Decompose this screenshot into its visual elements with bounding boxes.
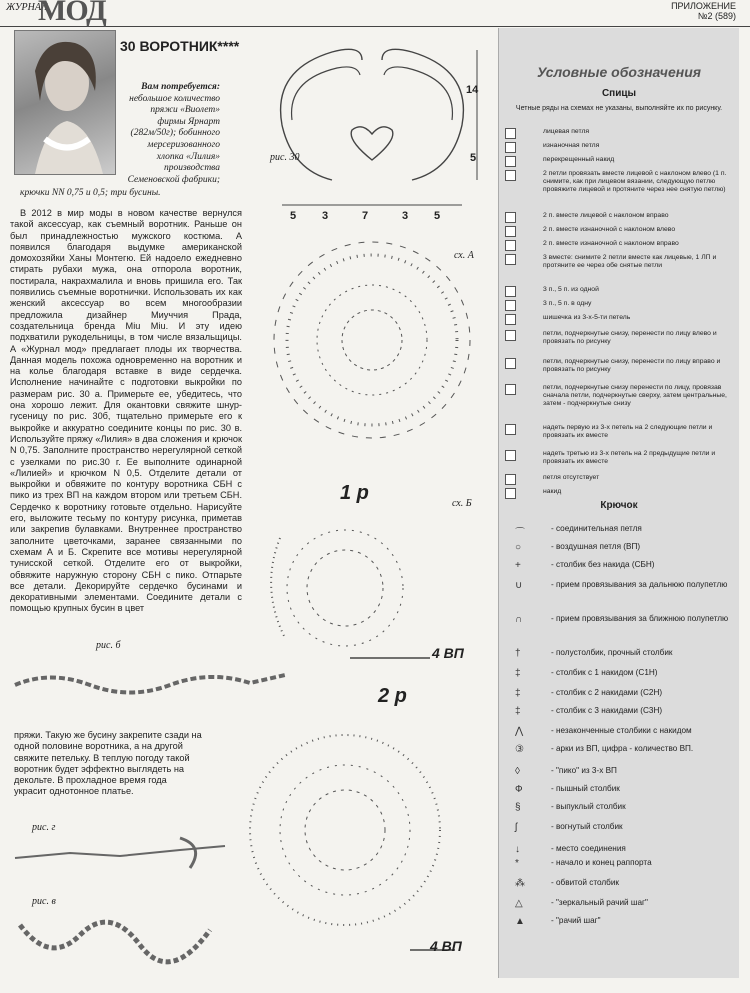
crochet-symbol: Ф bbox=[515, 784, 523, 795]
collar-pattern-drawing bbox=[262, 30, 492, 245]
model-photo bbox=[14, 30, 116, 175]
knit-legend-item: накид bbox=[543, 488, 562, 495]
supplement-label: ПРИЛОЖЕНИЕ bbox=[671, 1, 736, 11]
instructions-text: В 2012 в мир моды в новом качестве вернулся такой аксессуар, как съемный воротник. Раньше он был принадлежностью мужского костюма. А появился благодаря выдумке американской домохозяйки Ханы Монтегю. Ей надоело ежедневно стирать рубахи мужа, она отпорола воротник, постирала, накрахмалила и вновь пришила его. Так появились съемные воротнички. Использовать их как женский аксессуар во всем многообразии предложила дизайнер Миуччия Прада, создательница бренда Miu Miu. И эту идею подхватили рукодельницы, в том числе вязальщицы. А «Журнал мод» предлагает плоды их творчества. Данная модель похожа одновременно на воротник и на колье благодаря вставке в виде сердечка. Исполнение начинайте с подготовки выкройки по размерам рис. 30 а. Примерьте ее, убедитесь, что она хорошо лежит. Для окантовки свяжите шнур-гусеницу по рис. 30б, тщательно примерьте его к выкройке и аккуратно соедините концы по рис. 30 в. Используйте пряжу «Лилия» в два сложения и крючок N 0,75. Заполните пространство нерегулярной сеткой с узелками по рис.30 г. Ее выполните одинарной «Лилией» и крючком N 0,5. Отделите детали от выкройки и обвяжите по контуру воротника СБН с пико из трех ВП на каждом втором или третьем СБН. Сердечко к воротнику готовьте отдельно. Нарисуйте его, выложите тесьму по контуру рисунка, приметав или закрепив булавками. Внутреннее пространство заполните цветочками, заранее связанными по схемам А и Б. Скрепите все мотивы нерегулярной тунисской сеткой. Отделите его от выкройки, обвяжите наружную сторону СБН с пико. Отпарьте все детали. Декорируйте сердечко бусинами и декоративными элементами. Соедините детали с помощью крупных бусин в цвет bbox=[10, 208, 242, 614]
knit-legend-item: 2 п. вместе лицевой с наклоном вправо bbox=[543, 212, 669, 219]
knit-symbol bbox=[505, 424, 516, 435]
crochet-legend-item: - обвитой столбик bbox=[551, 878, 619, 887]
materials-block bbox=[120, 82, 220, 186]
issue-number: №2 (589) bbox=[697, 11, 736, 21]
crochet-symbol: ▲ bbox=[515, 916, 525, 927]
crochet-legend-item: - пышный столбик bbox=[551, 784, 620, 793]
crochet-symbol: ③ bbox=[515, 744, 524, 755]
figure-b-caption: рис. б bbox=[96, 640, 121, 651]
knit-symbol bbox=[505, 128, 516, 139]
dim-width-1: 5 bbox=[290, 210, 297, 222]
scheme-b-row-1-chart bbox=[250, 508, 450, 668]
materials-hooks: крючки NN 0,75 и 0,5; три бусины. bbox=[20, 188, 161, 198]
dim-width-2: 3 bbox=[322, 210, 329, 222]
dim-width-4: 3 bbox=[402, 210, 409, 222]
knit-legend-item: 3 п., 5 п. из одной bbox=[543, 286, 599, 293]
knit-legend-item: надеть первую из 3-х петель на 2 следующие петли и провязать их вместе bbox=[543, 424, 713, 439]
magazine-label: ЖУРНАЛ bbox=[6, 2, 48, 13]
figure-30-caption: рис. 30 bbox=[270, 152, 300, 163]
crochet-symbol: * bbox=[515, 858, 519, 869]
crochet-symbol: ↓ bbox=[515, 844, 520, 855]
knit-legend-item: 3 вместе: снимите 2 петли вместе как лицевые, 1 ЛП и протяните ее через обе снятые петли bbox=[543, 254, 717, 269]
knit-symbol bbox=[505, 212, 516, 223]
knit-symbol bbox=[505, 384, 516, 395]
knit-symbol bbox=[505, 358, 516, 369]
figure-b-cord-illustration bbox=[10, 655, 290, 710]
knit-symbol bbox=[505, 170, 516, 181]
scheme-b-row-2-chart bbox=[215, 700, 465, 980]
crochet-symbol: ⋀ bbox=[515, 726, 524, 737]
knit-legend-item: 2 п. вместе изнаночной с наклоном вправо bbox=[543, 240, 679, 247]
crochet-legend-item: - арки из ВП, цифра - количество ВП. bbox=[551, 744, 694, 753]
materials-text: небольшое количество пряжи «Виолет» фирмы Ярнарт (282м/50г); бобинного мерсеризованного хлопка «Лилия» производства Семеновской фабрики; bbox=[127, 93, 220, 185]
knit-symbol bbox=[505, 450, 516, 461]
instructions-continued: пряжи. Такую же бусину закрепите сзади на одной половине воротника, а на другой свяжите петельку. В теплую погоду такой воротник будет эффектно выглядеть на декольте. В прохладное время года украсит однотонное платье. bbox=[14, 730, 202, 797]
knit-symbol bbox=[505, 286, 516, 297]
knit-legend-item: 2 п. вместе изнаночной с наклоном влево bbox=[543, 226, 676, 233]
figure-v-caption: рис. в bbox=[32, 896, 56, 907]
crochet-symbol: + bbox=[515, 560, 521, 571]
knit-symbol bbox=[505, 254, 516, 265]
dim-width-5: 5 bbox=[434, 210, 441, 222]
knit-symbol bbox=[505, 240, 516, 251]
crochet-symbol: ‡ bbox=[515, 706, 521, 717]
knit-symbol bbox=[505, 330, 516, 341]
row-2-chain-label: 4 ВП bbox=[430, 938, 462, 954]
knit-legend-item: петли, подчеркнутые снизу, перенести по лицу влево и провязать по рисунку bbox=[543, 330, 717, 345]
crochet-legend-item: - "зеркальный рачий шаг" bbox=[551, 898, 648, 907]
knit-symbol bbox=[505, 488, 516, 499]
row-1-label: 1 р bbox=[340, 482, 369, 504]
page-title: 30 ВОРОТНИК**** bbox=[120, 38, 240, 54]
knit-legend-item: лицевая петля bbox=[543, 128, 590, 135]
knit-symbol bbox=[505, 474, 516, 485]
crochet-legend-item: - воздушная петля (ВП) bbox=[551, 542, 641, 551]
row-2-label: 2 р bbox=[378, 685, 407, 707]
dim-width-3: 7 bbox=[362, 210, 369, 222]
knit-legend-item: изнаночная петля bbox=[543, 142, 600, 149]
crochet-symbol: ○ bbox=[515, 542, 522, 553]
crochet-symbol: ‡ bbox=[515, 668, 521, 679]
knitting-heading: Спицы bbox=[601, 88, 637, 99]
crochet-symbol: § bbox=[515, 802, 521, 813]
crochet-symbol: ∩ bbox=[515, 614, 523, 625]
figure-v-joining-illustration bbox=[10, 905, 240, 975]
crochet-legend-item: - "пико" из 3-х ВП bbox=[551, 766, 617, 775]
knit-legend-item: петля отсутствует bbox=[543, 474, 600, 481]
scheme-a-flower-chart bbox=[262, 230, 482, 450]
crochet-legend-item: - "рачий шаг" bbox=[551, 916, 601, 925]
dim-height-5: 5 bbox=[470, 152, 477, 164]
legend-title: Условные обозначения bbox=[536, 64, 701, 80]
dim-height-14: 14 bbox=[466, 84, 479, 96]
legend-note: Четные ряды на схемах не указаны, выполняйте их по рисунку. bbox=[515, 105, 723, 112]
crochet-symbol: † bbox=[515, 648, 521, 659]
knit-symbol bbox=[505, 226, 516, 237]
legend-panel bbox=[498, 28, 739, 978]
crochet-symbol: ⁂ bbox=[515, 878, 525, 889]
crochet-legend-item: - выпуклый столбик bbox=[551, 802, 626, 811]
knit-legend-item: петли, подчеркнутые снизу перенести по лицу, провязав сначала петли, подчеркнутые сверху, затем центральные, затем - подчеркнутые снизу bbox=[543, 384, 727, 407]
knit-legend-item: надеть третью из 3-х петель на 2 предыдущие петли и провязать их вместе bbox=[543, 450, 716, 465]
crochet-symbol: ‡ bbox=[515, 688, 521, 699]
crochet-legend-item: - прием провязывания за ближнюю полупетлю bbox=[551, 614, 729, 623]
figure-g-net-illustration bbox=[10, 828, 230, 878]
portrait-illustration bbox=[15, 31, 115, 174]
crochet-legend-item: - соединительная петля bbox=[551, 524, 642, 533]
materials-heading: Вам потребуется: bbox=[141, 82, 220, 92]
knit-symbol bbox=[505, 300, 516, 311]
crochet-symbol: ⌒ bbox=[515, 528, 525, 539]
knit-symbol bbox=[505, 156, 516, 167]
scheme-b-caption: сх. Б bbox=[452, 498, 472, 509]
knit-legend-item: 3 п., 5 п. в одну bbox=[543, 300, 592, 307]
crochet-legend-item: - столбик с 2 накидами (С2Н) bbox=[551, 688, 663, 697]
crochet-legend-item: - полустолбик, прочный столбик bbox=[551, 648, 673, 657]
magazine-logo: МОД bbox=[38, 0, 106, 27]
scheme-a-caption: сх. А bbox=[454, 250, 474, 261]
crochet-heading: Крючок bbox=[600, 500, 638, 511]
supplement-info bbox=[671, 1, 736, 21]
crochet-legend-item: - незаконченные столбики с накидом bbox=[551, 726, 692, 735]
figure-g-caption: рис. г bbox=[32, 822, 56, 833]
crochet-legend-item: - столбик с 1 накидом (С1Н) bbox=[551, 668, 658, 677]
crochet-legend-item: - начало и конец раппорта bbox=[551, 858, 652, 867]
row-1-chain-label: 4 ВП bbox=[432, 645, 464, 661]
knit-legend-item: 2 петли провязать вместе лицевой с наклоном влево (1 п. снимите, как при лицевом вязании, следующую петлю провяжите лицевой и протяните через нее снятую петлю) bbox=[543, 170, 727, 193]
crochet-legend-item: - место соединения bbox=[551, 844, 626, 853]
knit-legend-item: петли, подчеркнутые снизу, перенести по лицу вправо и провязать по рисунку bbox=[543, 358, 721, 373]
crochet-legend-item: - столбик без накида (СБН) bbox=[551, 560, 655, 569]
crochet-symbol: ∪ bbox=[515, 580, 523, 591]
crochet-symbol: ◊ bbox=[515, 766, 520, 777]
crochet-symbol: △ bbox=[515, 898, 523, 909]
crochet-legend-item: - столбик с 3 накидами (С3Н) bbox=[551, 706, 663, 715]
knit-symbol bbox=[505, 314, 516, 325]
knit-legend-item: перекрещенный накид bbox=[543, 156, 615, 163]
crochet-legend-item: - прием провязывания за дальнюю полупетлю bbox=[551, 580, 728, 589]
page-header bbox=[0, 0, 750, 27]
crochet-legend-item: - вогнутый столбик bbox=[551, 822, 623, 831]
knit-legend-item: шишечка из 3-х-5-ти петель bbox=[543, 314, 631, 321]
crochet-symbol: ʃ bbox=[515, 822, 518, 833]
knit-symbol bbox=[505, 142, 516, 153]
